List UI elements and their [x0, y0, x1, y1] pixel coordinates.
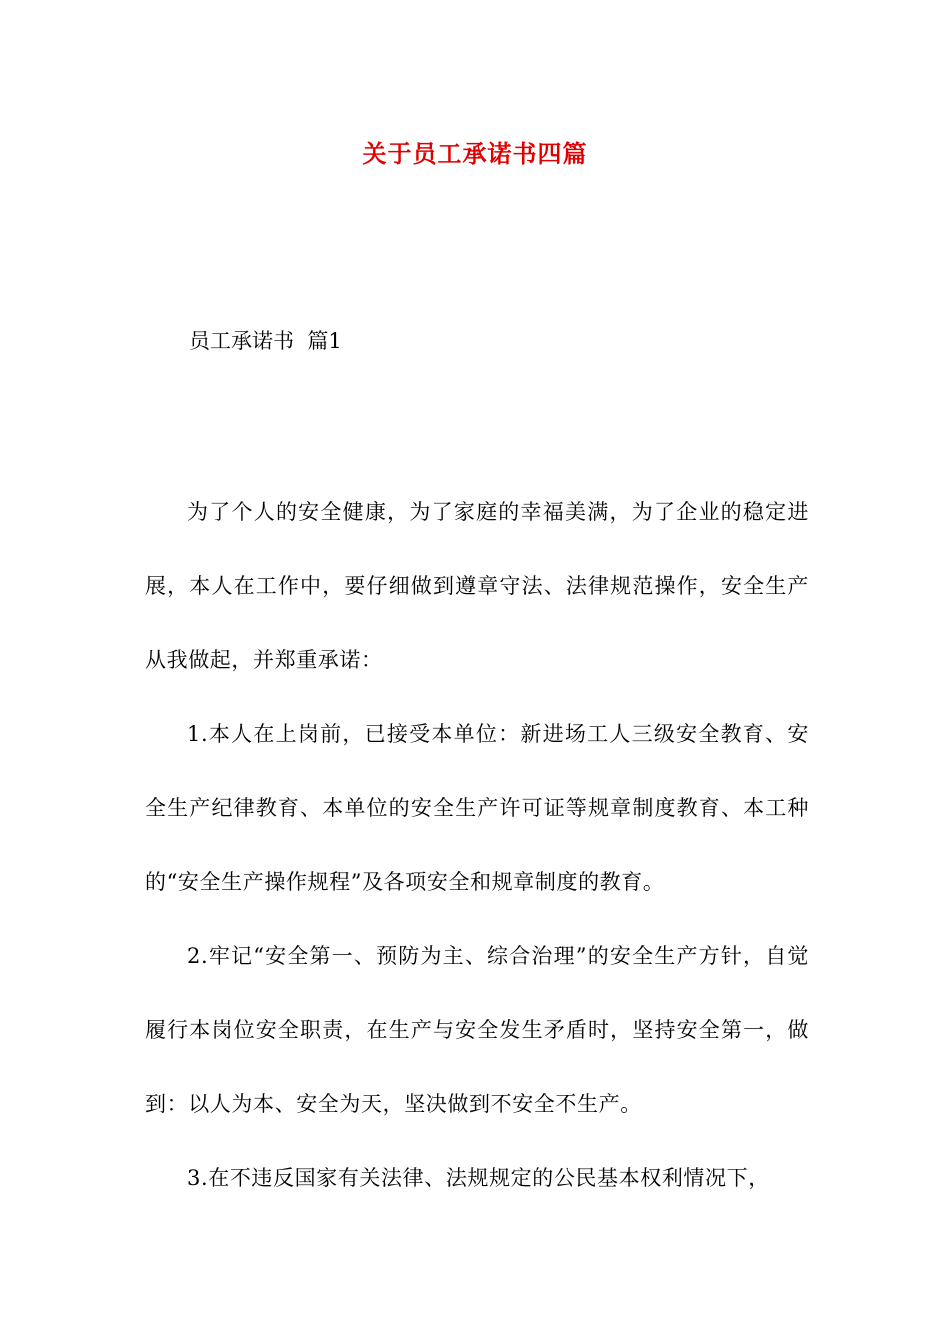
- section-heading: 员工承诺书 篇1: [189, 329, 342, 353]
- paragraph-item-3: 3.在不违反国家有关法律、法规规定的公民基本权利情况下，: [187, 1166, 770, 1190]
- paragraph-item-1: 1.本人在上岗前，已接受本单位：新进场工人三级安全教育、安全生产纪律教育、本单位的安全生产许可证等规章制度教育、本工种的“安全生产操作规程”及各项安全和规章制度的教育。: [145, 722, 809, 894]
- document-body: [145, 475, 809, 1215]
- paragraph-item-2: 2.牢记“安全第一、预防为主、综合治理”的安全生产方针，自觉履行本岗位安全职责，在生产与安全发生矛盾时，坚持安全第一，做到：以人为本、安全为天，坚决做到不安全不生产。: [145, 944, 809, 1116]
- paragraph-intro: 为了个人的安全健康，为了家庭的幸福美满，为了企业的稳定进展，本人在工作中，要仔细做到遵章守法、法律规范操作，安全生产从我做起，并郑重承诺：: [145, 500, 809, 672]
- document-title: 关于员工承诺书四篇: [362, 139, 588, 168]
